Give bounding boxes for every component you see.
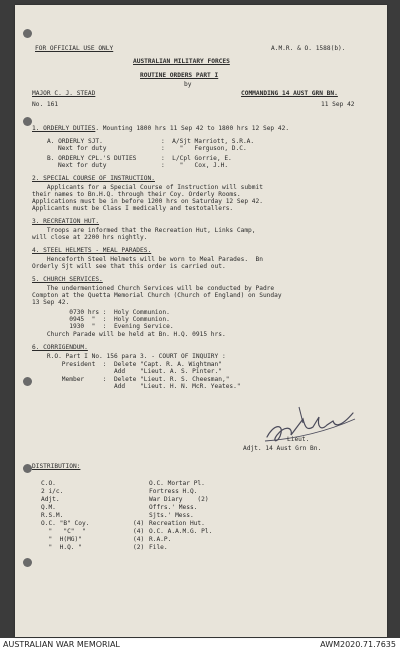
- section-heading-special-course: 2. SPECIAL COURSE OF INSTRUCTION.: [32, 175, 155, 182]
- section-heading-recreation-hut: 3. RECREATION HUT.: [32, 218, 100, 225]
- distribution-item: C.O.: [41, 480, 56, 487]
- corrigendum-line: President : Delete "Capt. R. A. Wightman": [32, 361, 222, 368]
- paragraph-line: Church Parade will be held at Bn. H.Q. 0915 hrs.: [32, 331, 226, 338]
- paragraph-line: Applicants must be Class I medically and testotallers.: [32, 205, 234, 212]
- paragraph-line: Orderly Sjt will see that this order is carried out.: [32, 263, 226, 270]
- document-reference: A.M.R. & O. 1588(b).: [271, 45, 346, 52]
- distribution-item: " "C" ": [41, 528, 86, 535]
- section-text: . Mounting 1800 hrs 11 Sep 42 to 1800 hrs 12 Sep 42.: [95, 125, 290, 132]
- paragraph-line: R.O. Part I No. 156 para 3. - COURT OF INQUIRY :: [32, 353, 226, 360]
- orderly-cpl-value: : L/Cpl Gorrie, E.: [161, 155, 232, 162]
- paragraph-line: Applicants for a Special Course of Instruction will submit: [32, 184, 263, 191]
- punch-hole: [23, 29, 32, 38]
- distribution-item: Q.M.: [41, 504, 56, 511]
- paragraph-line: Compton at the Quetta Memorial Church (Church of England) on Sunday: [32, 292, 282, 299]
- section-heading-steel-helmets: 4. STEEL HELMETS - MEAL PARADES.: [32, 247, 152, 254]
- paragraph-line: The undermentioned Church Services will be conducted by Padre: [32, 285, 275, 292]
- orderly-sjt-value: : A/Sjt Marriott, S.R.A.: [161, 138, 255, 145]
- distribution-item: O.C. A.A.M.G. Pl.: [149, 528, 213, 535]
- classification: FOR OFFICIAL USE ONLY: [35, 45, 114, 52]
- service-time: 0945 " : Holy Communion.: [32, 316, 170, 323]
- service-time: 1930 " : Evening Service.: [32, 323, 174, 330]
- distribution-count: (4): [133, 536, 145, 543]
- punch-hole: [23, 377, 32, 386]
- paragraph-line: their names to Bn.H.Q. through their Coy. Orderly Rooms.: [32, 191, 241, 198]
- distribution-item: R.A.P.: [149, 536, 172, 543]
- command: COMMANDING 14 AUST GRN BN.: [241, 90, 338, 97]
- section-heading-church-services: 5. CHURCH SERVICES.: [32, 276, 103, 283]
- punch-hole: [23, 558, 32, 567]
- distribution-item: O.C. "B" Coy.: [41, 520, 90, 527]
- corrigendum-line: Member : Delete "Lieut. R. S. Cheesman,": [32, 376, 230, 383]
- footer-accession-number: AWM2020.71.7635: [320, 640, 396, 649]
- next-duty-label: Next for duty: [58, 162, 107, 169]
- distribution-item: Fortress H.Q.: [149, 488, 198, 495]
- signature-rank: Lieut.: [287, 436, 310, 443]
- orderly-sjt-label: A. ORDERLY SJT.: [47, 138, 103, 145]
- next-duty-value: : " Cox, J.H.: [161, 162, 229, 169]
- paragraph-line: Applications must be in before 1200 hrs on Saturday 12 Sep 42.: [32, 198, 263, 205]
- organization: AUSTRALIAN MILITARY FORCES: [133, 58, 230, 65]
- document-title: ROUTINE ORDERS PART I: [140, 72, 219, 79]
- distribution-item: Sjts.' Mess.: [149, 512, 194, 519]
- distribution-item: 2 i/c.: [41, 488, 64, 495]
- punch-hole: [23, 117, 32, 126]
- next-duty-label: Next for duty: [58, 145, 107, 152]
- orderly-cpl-label: B. ORDERLY CPL.'S DUTIES: [47, 155, 137, 162]
- handwritten-signature: [263, 397, 358, 447]
- section-heading-corrigendum: 6. CORRIGENDUM.: [32, 344, 88, 351]
- corrigendum-line: Add "Lieut. A. S. Pinter.": [32, 368, 222, 375]
- signature-title: Adjt. 14 Aust Grn Bn.: [243, 445, 322, 452]
- distribution-count: (4): [133, 528, 145, 535]
- paragraph-line: 13 Sep 42.: [32, 299, 70, 306]
- distribution-item: R.S.M.: [41, 512, 64, 519]
- corrigendum-line: Add "Lieut. H. N. McR. Yeates.": [32, 383, 241, 390]
- distribution-item: War Diary (2): [149, 496, 209, 503]
- distribution-count: (2): [133, 544, 145, 551]
- distribution-item: O.C. Mortar Pl.: [149, 480, 205, 487]
- section-heading: 1. ORDERLY DUTIES: [32, 125, 96, 132]
- punch-hole: [23, 464, 32, 473]
- document-page: [15, 5, 387, 637]
- distribution-item: " H(MG)": [41, 536, 82, 543]
- next-duty-value: : " Ferguson, D.C.: [161, 145, 247, 152]
- distribution-item: Adjt.: [41, 496, 60, 503]
- paragraph-line: Troops are informed that the Recreation Hut, Links Camp,: [32, 227, 256, 234]
- service-time: 0730 hrs : Holy Communion.: [32, 309, 170, 316]
- distribution-count: (4): [133, 520, 145, 527]
- distribution-item: File.: [149, 544, 168, 551]
- by-text: by: [184, 81, 192, 88]
- section-orderly-duties: [32, 125, 289, 132]
- order-number: No. 161: [32, 101, 59, 108]
- distribution-item: Offrs.' Mess.: [149, 504, 198, 511]
- distribution-item: Recreation Hut.: [149, 520, 205, 527]
- order-date: 11 Sep 42: [321, 101, 355, 108]
- footer-credit: AUSTRALIAN WAR MEMORIAL: [3, 640, 120, 649]
- paragraph-line: will close at 2200 hrs nightly.: [32, 234, 148, 241]
- distribution-item: " H.Q. ": [41, 544, 82, 551]
- distribution-heading: DISTRIBUTION:: [32, 463, 81, 470]
- paragraph-line: Henceforth Steel Helmets will be worn to Meal Parades. Bn: [32, 256, 263, 263]
- author: MAJOR C. J. STEAD: [32, 90, 96, 97]
